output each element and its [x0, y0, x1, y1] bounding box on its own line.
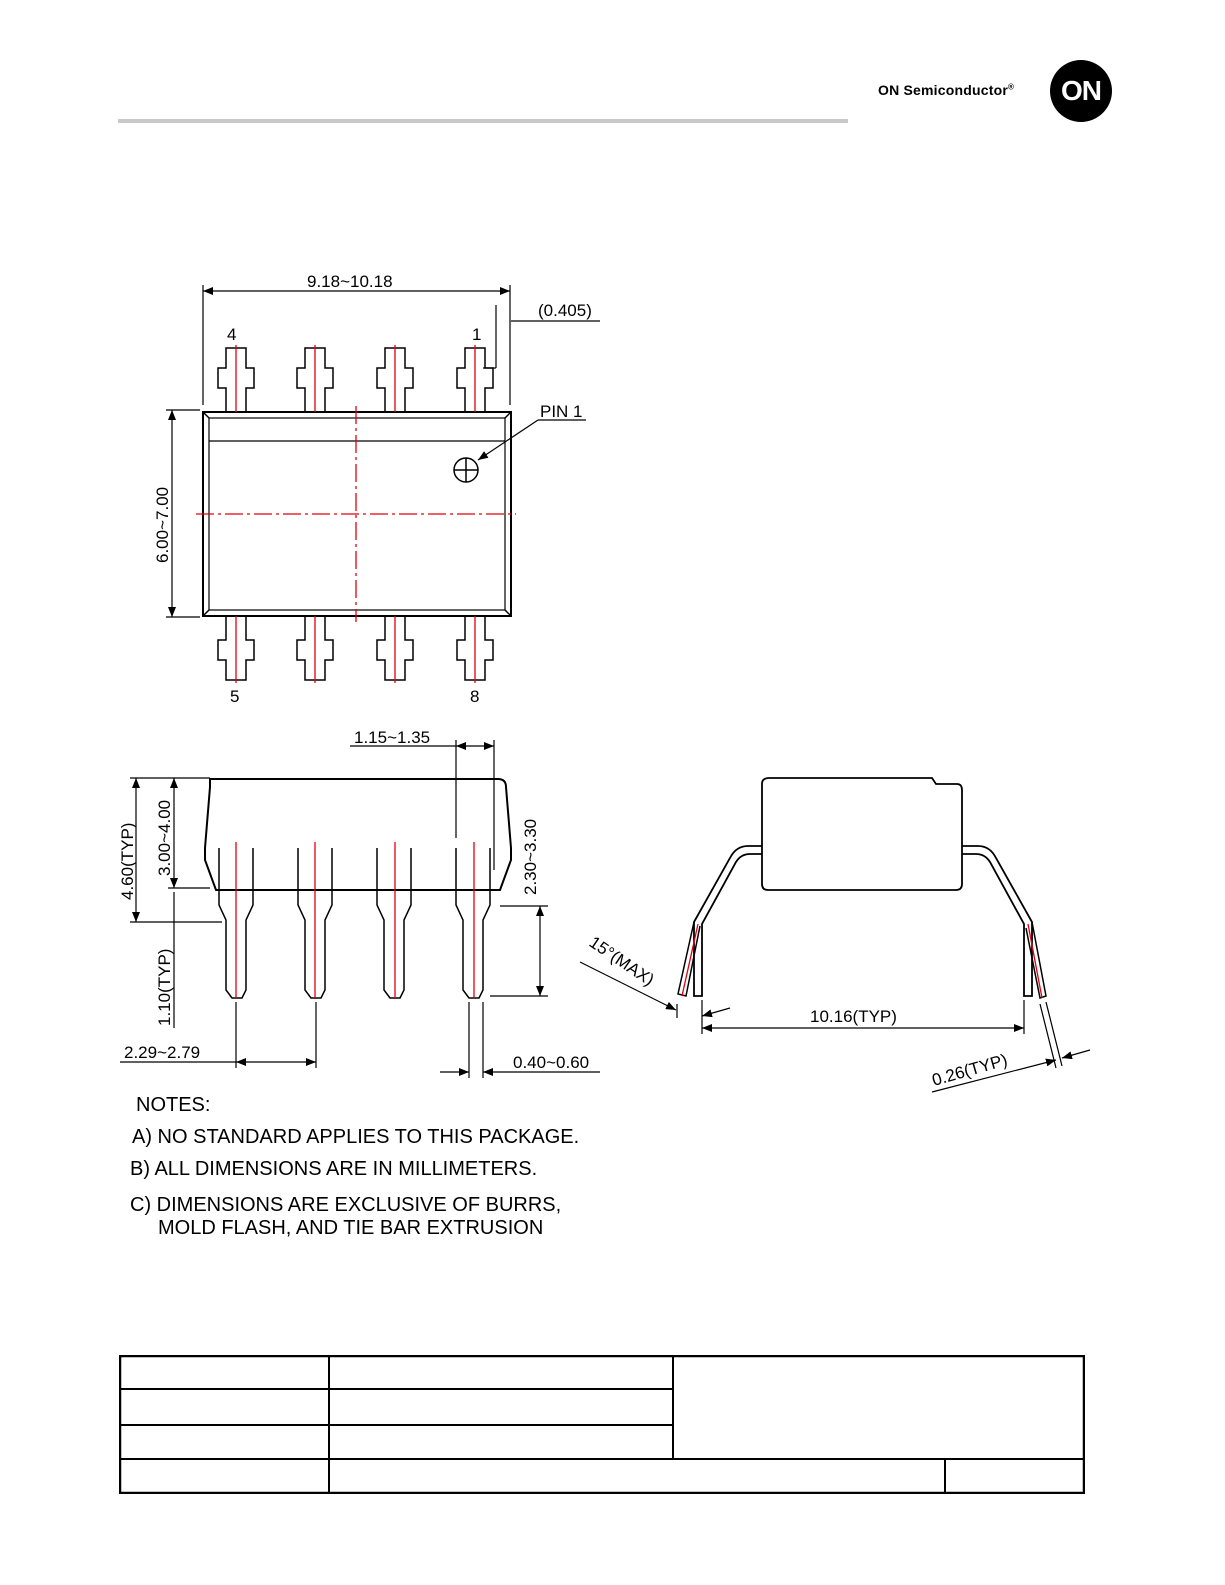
lead-width-dim-label: 1.15~1.35: [354, 728, 431, 747]
pitch-dim-label: 2.29~2.79: [124, 1043, 201, 1062]
side-view-centerlines: [236, 842, 474, 998]
company-name: ON Semiconductor®: [878, 82, 1015, 98]
end-view-body: [762, 778, 962, 890]
end-view-dimensions: [580, 962, 1090, 1092]
note-a: A) NO STANDARD APPLIES TO THIS PACKAGE.: [132, 1126, 580, 1148]
seating-dim-label: 1.10(TYP): [155, 948, 174, 1026]
on-logo: ON: [1050, 60, 1112, 122]
note-c-line1: C) DIMENSIONS ARE EXCLUSIVE OF BURRS,: [130, 1194, 562, 1216]
pin-label-5: 5: [230, 687, 240, 706]
lead-offset-dim-label: (0.405): [538, 301, 592, 320]
note-c-line2: MOLD FLASH, AND TIE BAR EXTRUSION: [158, 1217, 544, 1239]
end-view-left-lead: [694, 846, 762, 996]
end-view: [678, 778, 1046, 998]
body-height-dim-label: 3.00~4.00: [155, 799, 174, 876]
end-view-centerlines: [682, 924, 1042, 998]
angle-dim-label: 15°(MAX): [585, 932, 658, 990]
pin-label-8: 8: [470, 687, 480, 706]
pin-label-4: 4: [227, 325, 237, 344]
overall-height-dim-label: 4.60(TYP): [118, 822, 137, 900]
lead-length-dim-label: 2.30~3.30: [521, 818, 540, 895]
side-view-leads: [219, 848, 490, 998]
side-view: [205, 779, 511, 998]
top-leads: [218, 348, 493, 412]
length-dim-label: 9.18~10.18: [307, 272, 393, 291]
notes: [130, 1094, 579, 1239]
lead-thickness-dim-label: 0.40~0.60: [513, 1053, 590, 1072]
width-dim-label: 6.00~7.00: [153, 486, 172, 563]
pin1-callout-label: PIN 1: [540, 402, 583, 421]
bottom-leads: [218, 616, 493, 680]
title-block: [119, 1355, 1085, 1494]
end-view-right-lead: [962, 846, 1032, 996]
row-spacing-dim-label: 10.16(TYP): [810, 1007, 897, 1026]
note-b: B) ALL DIMENSIONS ARE IN MILLIMETERS.: [130, 1158, 538, 1180]
notes-title: NOTES:: [136, 1094, 211, 1116]
side-view-dimensions: [120, 740, 600, 1078]
side-view-body: [205, 779, 511, 890]
pin-label-1: 1: [472, 325, 482, 344]
end-lead-thickness-dim-label: 0.26(TYP): [929, 1050, 1010, 1090]
top-view-centerlines: [196, 345, 516, 683]
